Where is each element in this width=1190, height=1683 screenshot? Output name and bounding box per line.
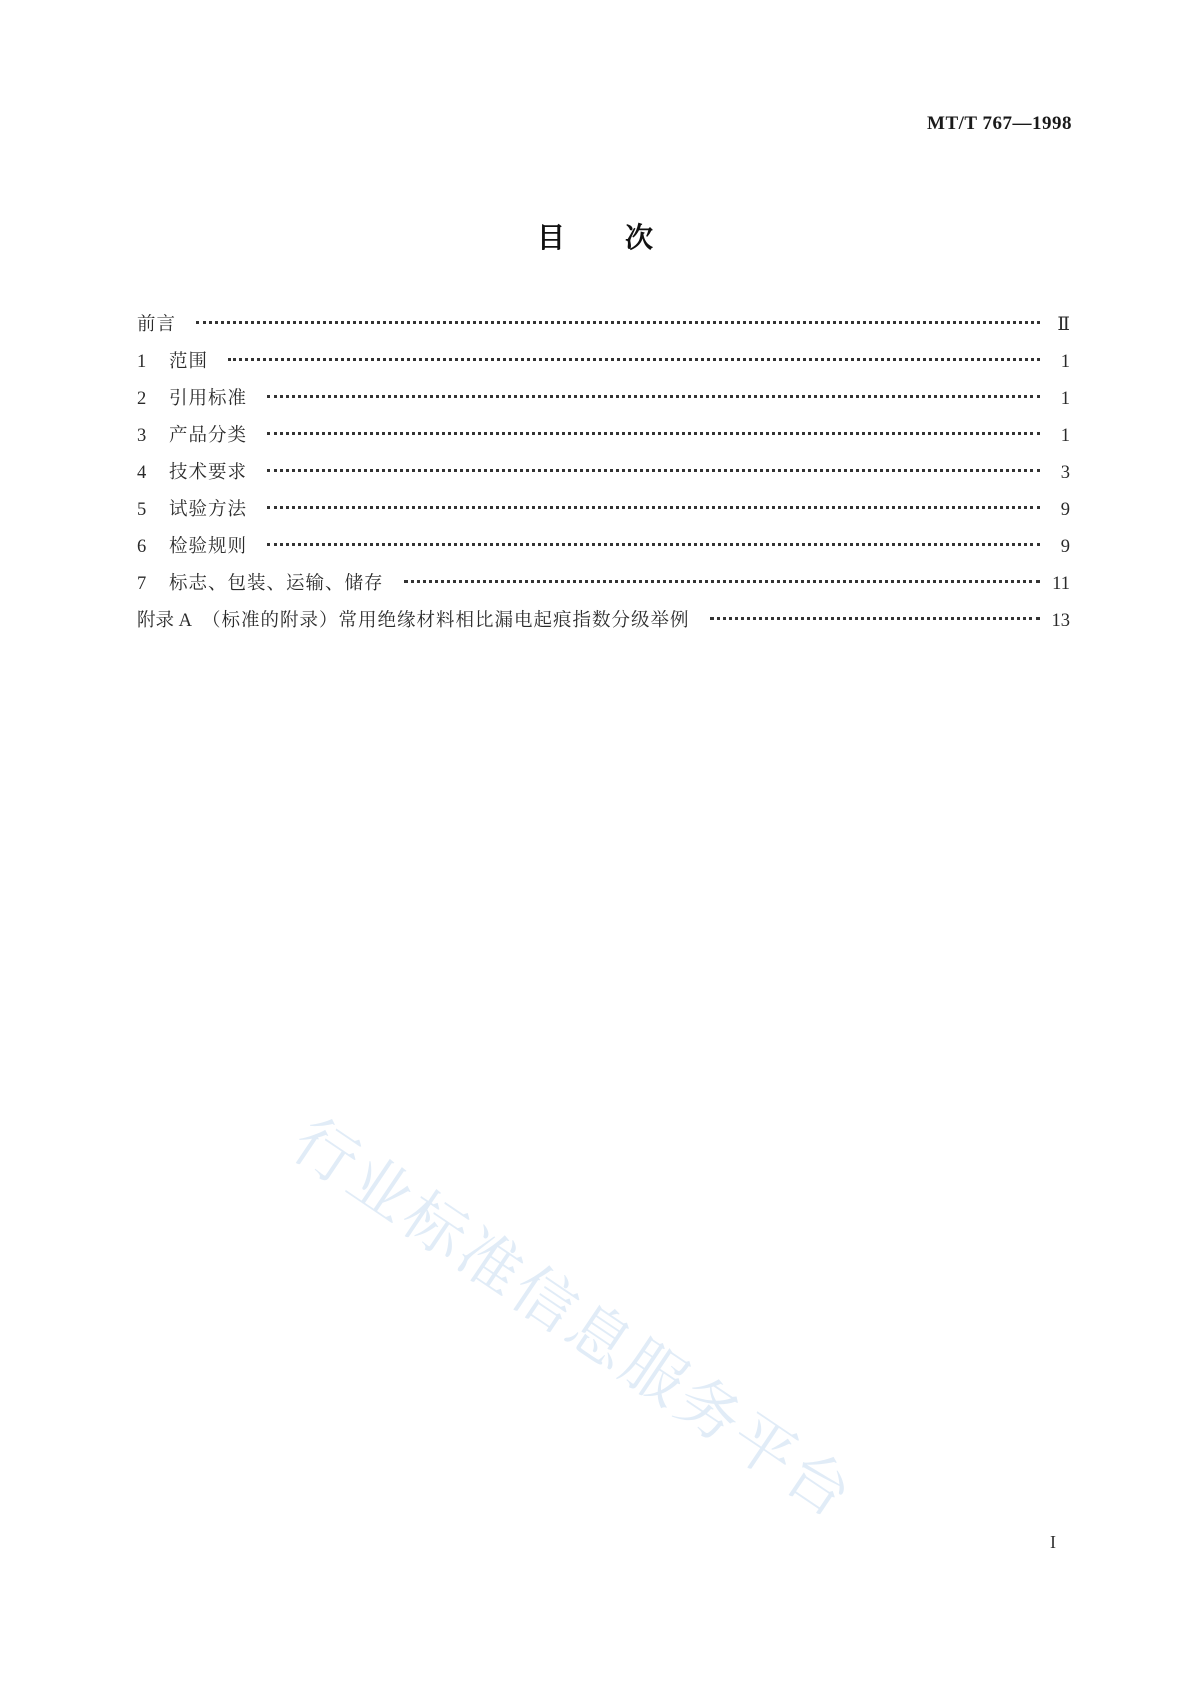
- toc-leader-dots: [267, 432, 1040, 435]
- toc-entry-label: 范围: [169, 351, 209, 372]
- toc-entry-number: 4: [137, 463, 147, 483]
- toc-leader-dots: [228, 358, 1040, 361]
- toc-entry-page: 9: [1060, 537, 1070, 557]
- toc-entry-3[interactable]: [137, 421, 1070, 458]
- toc-entry-label: 前言: [137, 314, 177, 335]
- toc-entry-page: 11: [1052, 574, 1070, 594]
- toc-entry-2[interactable]: [137, 384, 1070, 421]
- toc-entry-label: （标准的附录）常用绝缘材料相比漏电起痕指数分级举例: [202, 610, 690, 631]
- toc-entry-label: 引用标准: [169, 388, 248, 409]
- toc-entry-number: 7: [137, 574, 147, 594]
- toc-leader-dots: [404, 580, 1040, 583]
- watermark: 行业标准信息服务平台: [279, 1103, 868, 1534]
- toc-entry-6[interactable]: [137, 532, 1070, 569]
- toc-entry-number: 1: [137, 352, 147, 372]
- toc-entry-label: 产品分类: [169, 425, 248, 446]
- toc-entry-page: 1: [1060, 389, 1070, 409]
- toc-entry-number: 5: [137, 500, 147, 520]
- toc-entry-appendix-a[interactable]: [137, 606, 1070, 643]
- toc-entry-page: Ⅱ: [1057, 315, 1070, 335]
- toc-leader-dots: [267, 469, 1040, 472]
- toc-entry-4[interactable]: [137, 458, 1070, 495]
- toc-entry-label: 技术要求: [169, 462, 248, 483]
- toc-entry-label: 标志、包装、运输、储存: [169, 573, 384, 594]
- toc-entry-label: 检验规则: [169, 536, 248, 557]
- toc-entry-1[interactable]: [137, 347, 1070, 384]
- toc-entry-page: 9: [1060, 500, 1070, 520]
- toc-leader-dots: [196, 321, 1040, 324]
- toc-entry-5[interactable]: [137, 495, 1070, 532]
- toc-entry-number: 2: [137, 389, 147, 409]
- toc-leader-dots: [710, 617, 1040, 620]
- toc-entry-number: 6: [137, 537, 147, 557]
- toc-entry-page: 1: [1060, 352, 1070, 372]
- page-number: I: [1050, 1532, 1056, 1552]
- toc-entry-page: 3: [1060, 463, 1070, 483]
- toc-entry-number: 附录 A: [137, 611, 192, 631]
- toc-leader-dots: [267, 543, 1040, 546]
- standard-code: MT/T 767—1998: [927, 113, 1072, 134]
- toc-leader-dots: [267, 506, 1040, 509]
- toc-title: 目次: [536, 221, 713, 254]
- table-of-contents: [137, 310, 1070, 643]
- toc-entry-page: 1: [1060, 426, 1070, 446]
- toc-leader-dots: [267, 395, 1040, 398]
- toc-entry-label: 试验方法: [169, 499, 248, 520]
- toc-entry-foreword[interactable]: [137, 310, 1070, 347]
- toc-entry-page: 13: [1051, 611, 1070, 631]
- toc-entry-7[interactable]: [137, 569, 1070, 606]
- toc-entry-number: 3: [137, 426, 147, 446]
